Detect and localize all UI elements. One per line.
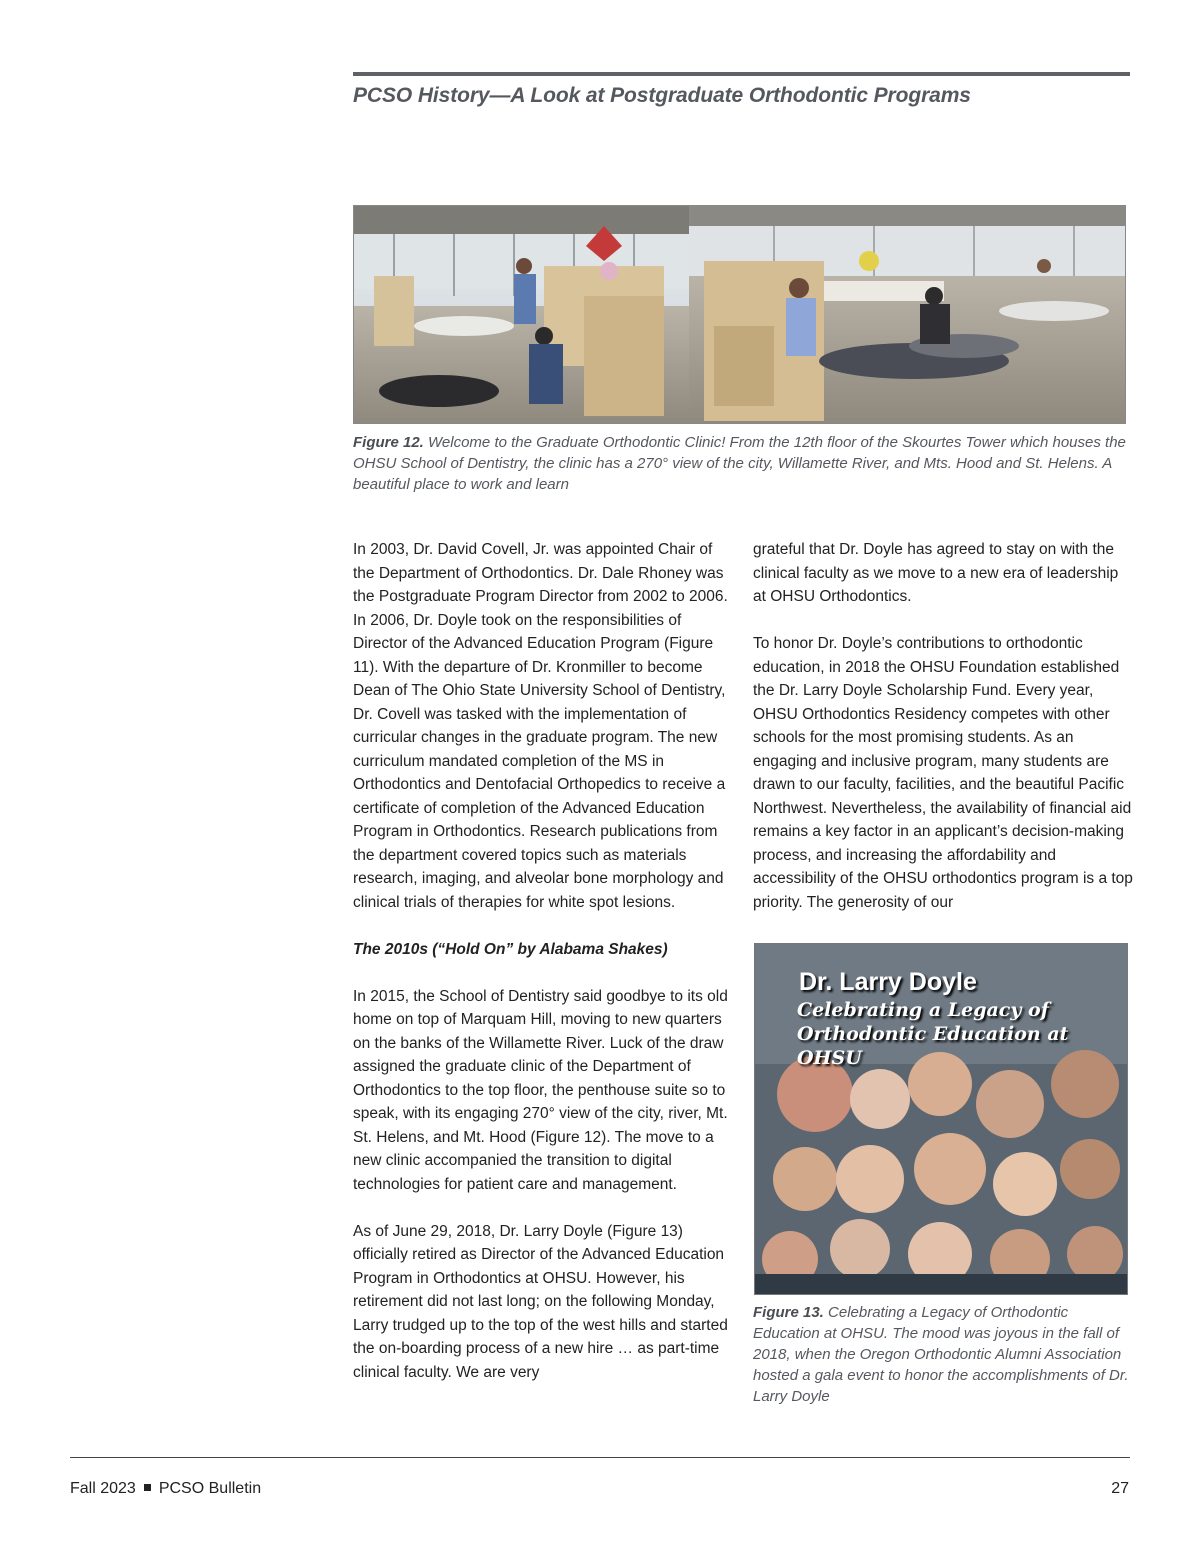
page-title: PCSO History—A Look at Postgraduate Orthodontic Programs xyxy=(353,84,971,107)
header-rule xyxy=(353,72,1130,76)
figure-13-label: Figure 13. xyxy=(753,1304,824,1321)
left-paragraph-1: In 2003, Dr. David Covell, Jr. was appointed Chair of the Department of Orthodontics. Dr. Dale Rhoney was the Postgraduate Program Director from 2002 to 2006. In 2006, Dr. Doyle took on the responsibilities of Director of the Advanced Education Program (Figure 11). With the departure of Dr. Kronmiller to become Dean of The Ohio State University School of Dentistry, Dr. Covell was tasked with the implementation of curricular changes in the graduate program. The new curriculum mandated completion of the MS in Orthodontics and Dentofacial Orthopedics to receive a certificate of completion of the Advanced Education Program in Orthodontics. Research publications from the department covered topics such as materials research, imaging, and alveolar bone morphology and clinical trials of therapies for white spot lesions. xyxy=(353,541,728,911)
figure-12-photo xyxy=(353,205,1126,424)
left-column xyxy=(353,538,731,1384)
left-paragraph-2: In 2015, the School of Dentistry said goodbye to its old home on top of Marquam Hill, moving to new quarters on the banks of the Willamette River. Luck of the draw assigned the graduate clinic of the Department of Orthodontics to the top floor, the penthouse suite so to speak, with its engaging 270° view of the city, river, Mt. St. Helens, and Mt. Hood (Figure 12). The move to a new clinic accompanied the transition to digital technologies for patient care and management. xyxy=(353,987,728,1193)
figure-13-subtitle: Celebrating a Legacy of Orthodontic Education at OHSU xyxy=(797,999,1069,1069)
footer-rule xyxy=(70,1457,1130,1458)
clinic-photo-illustration xyxy=(354,206,1125,423)
figure-13-title: Dr. Larry Doyle xyxy=(799,968,977,996)
footer-separator-square xyxy=(144,1484,151,1491)
figure-13-photo xyxy=(754,943,1128,1295)
section-subhead: The 2010s (“Hold On” by Alabama Shakes) xyxy=(353,940,668,958)
figure-13-caption xyxy=(753,1302,1133,1407)
footer-issue: Fall 2023 xyxy=(70,1480,136,1497)
left-paragraph-3: As of June 29, 2018, Dr. Larry Doyle (Figure 13) officially retired as Director of the Advanced Education Program in Orthodontics at OHSU. However, his retirement did not last long; on the following Monday, Larry trudged up to the top of the west hills and started the on-boarding process of a new hire … as part-time clinical faculty. We are very xyxy=(353,1222,728,1381)
right-column xyxy=(753,538,1133,914)
page-number: 27 xyxy=(1111,1480,1129,1497)
right-paragraph-2: To honor Dr. Doyle’s contributions to orthodontic education, in 2018 the OHSU Foundation established the Dr. Larry Doyle Scholarship Fund. Every year, OHSU Orthodontics Residency competes with other schools for the most promising students. As an engaging and inclusive program, many students are drawn to our faculty, facilities, and the beautiful Pacific Northwest. Nevertheless, the availability of financial aid remains a key factor in an applicant’s decision-making process, and increasing the affordability and accessibility of the OHSU orthodontics program is a top priority. The generosity of our xyxy=(753,635,1133,911)
figure-12-caption xyxy=(353,432,1133,495)
figure-12-caption-text: Welcome to the Graduate Orthodontic Clinic! From the 12th floor of the Skourtes Tower which houses the OHSU School of Dentistry, the clinic has a 270° view of the city, Willamette River, and Mts. Hood and St. Helens. A beautiful place to work and learn xyxy=(353,434,1126,493)
footer-publication-info xyxy=(70,1480,261,1498)
right-paragraph-1: grateful that Dr. Doyle has agreed to stay on with the clinical faculty as we move to a new era of leadership at OHSU Orthodontics. xyxy=(753,541,1119,605)
footer-publication: PCSO Bulletin xyxy=(158,1480,262,1497)
figure-13-caption-text: Celebrating a Legacy of Orthodontic Education at OHSU. The mood was joyous in the fall of 2018, when the Oregon Orthodontic Alumni Association hosted a gala event to honor the accomplishments of Dr. Larry Doyle xyxy=(753,1304,1129,1405)
figure-12-label: Figure 12. xyxy=(353,434,424,451)
